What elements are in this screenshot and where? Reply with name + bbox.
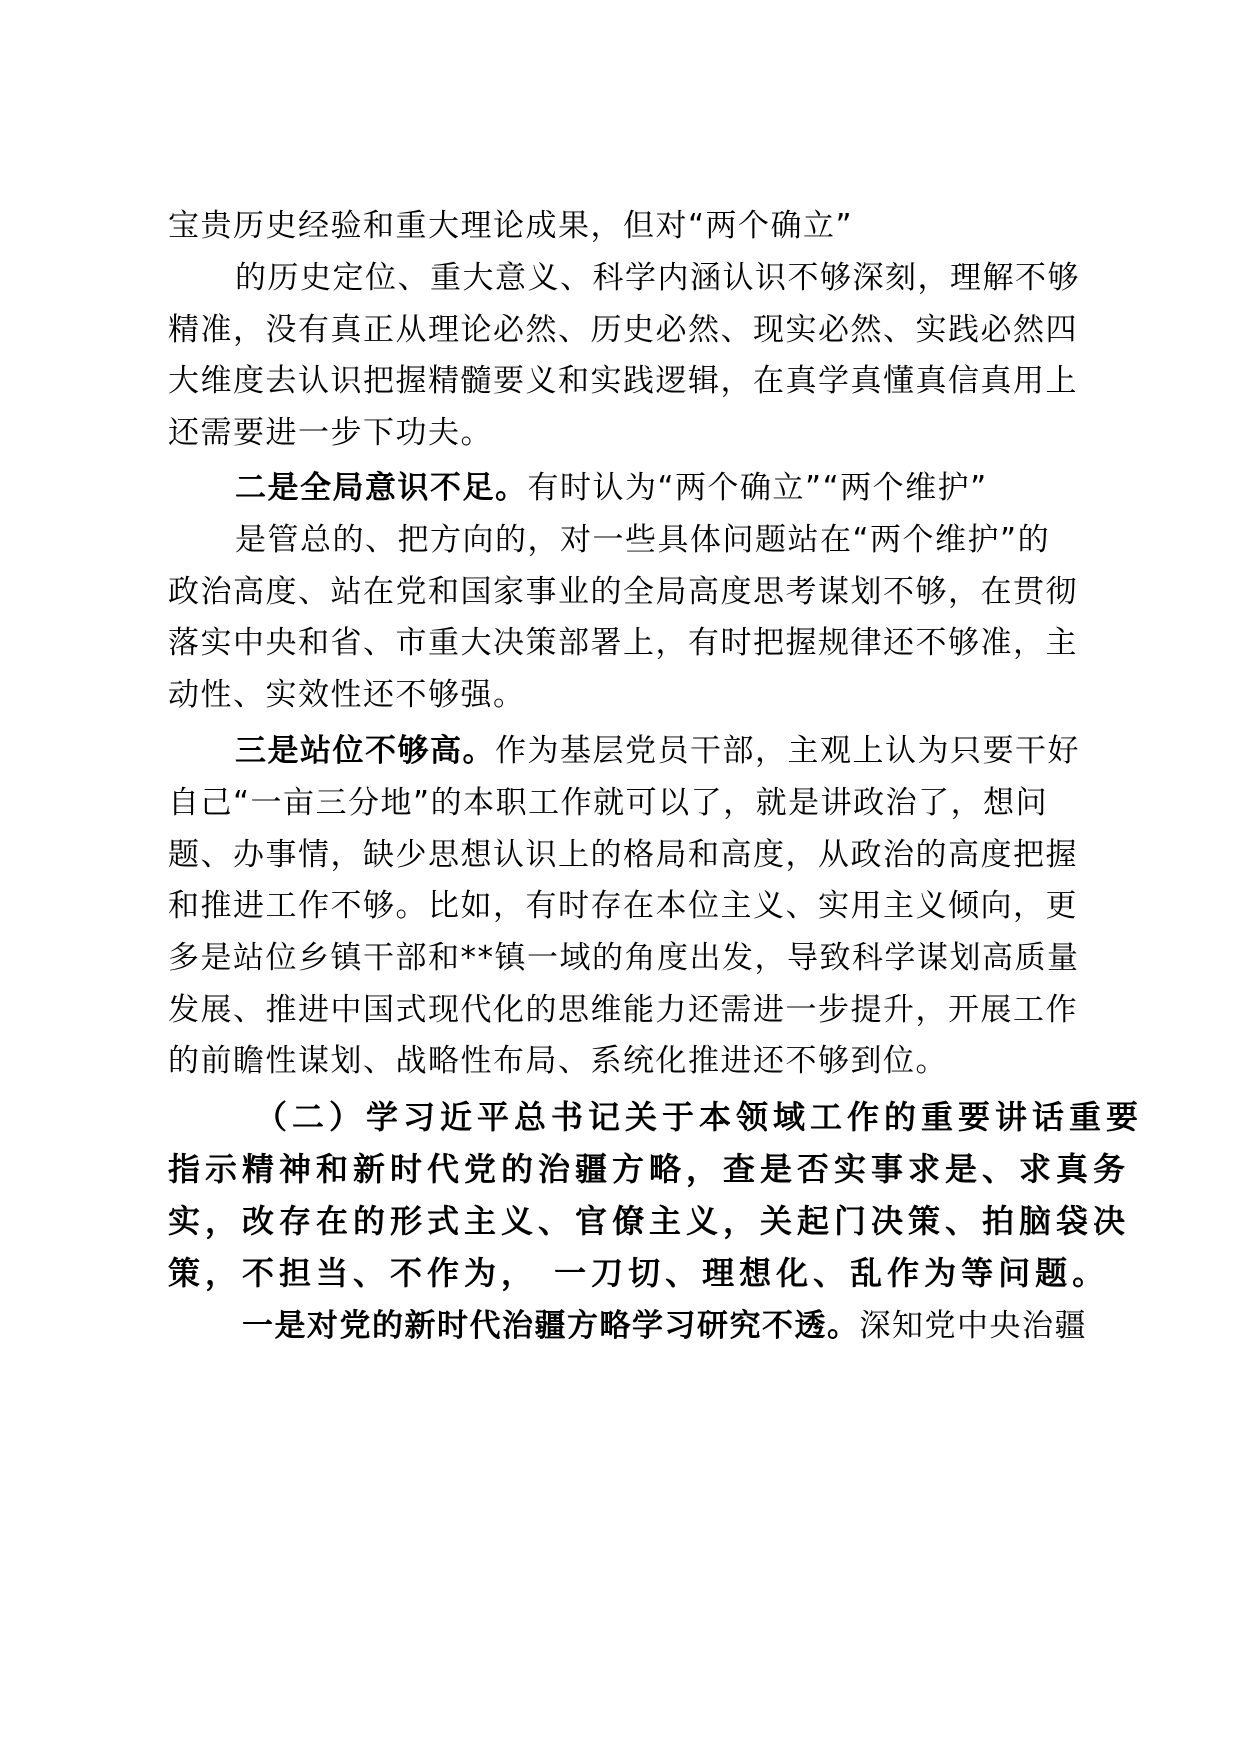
line-text: 的历史定位、重大意义、科学内涵认识不够深刻，理解不够 xyxy=(235,260,1080,296)
line-text: 动性、实效性还不够强。 xyxy=(168,677,526,713)
section-heading-line-3 xyxy=(168,1201,1131,1241)
paragraph-line-13 xyxy=(168,835,1088,875)
paragraph-line-3 xyxy=(168,310,1088,350)
line-text: 发展、推进中国式现代化的思维能力还需进一步提升，开展工作 xyxy=(168,992,1078,1028)
section-heading-text: 策，不担当、不作为， 一刀切、理想化、乱作为等问题。 xyxy=(168,1254,1110,1292)
section-heading-line-1 xyxy=(255,1097,1175,1137)
paragraph-line-22 xyxy=(242,1306,1162,1346)
line-text: 深知党中央治疆 xyxy=(859,1308,1087,1344)
paragraph-line-8 xyxy=(168,572,1088,612)
line-text: 政治高度、站在党和国家事业的全局高度思考谋划不够，在贯彻 xyxy=(168,574,1078,610)
section-heading-text: 实，改存在的形式主义、官僚主义，关起门决策、拍脑袋决 xyxy=(168,1202,1131,1240)
line-text: 是管总的、把方向的，对一些具体问题站在“两个维护”的 xyxy=(235,522,1051,558)
paragraph-line-17 xyxy=(168,1041,1088,1081)
line-text: 有时认为“两个确立”“两个维护” xyxy=(527,470,988,506)
point-heading: 二是全局意识不足。 xyxy=(235,470,528,506)
paragraph-line-11 xyxy=(235,731,1155,771)
line-text: 的前瞻性谋划、战略性布局、系统化推进还不够到位。 xyxy=(168,1043,948,1079)
paragraph-line-7 xyxy=(235,520,1155,560)
section-heading-line-4 xyxy=(168,1253,1110,1293)
section-heading-line-2 xyxy=(168,1149,1131,1189)
line-text: 多是站位乡镇干部和**镇一域的角度出发，导致科学谋划高质量 xyxy=(168,940,1080,976)
paragraph-line-14 xyxy=(168,886,1088,926)
paragraph-line-12 xyxy=(168,783,1088,823)
paragraph-line-15 xyxy=(168,938,1088,978)
line-text: 大维度去认识把握精髓要义和实践逻辑，在真学真懂真信真用上 xyxy=(168,363,1078,399)
section-heading-text: （二）学习近平总书记关于本领域工作的重要讲话重要 xyxy=(255,1098,1144,1136)
line-text: 精准，没有真正从理论必然、历史必然、现实必然、实践必然四 xyxy=(168,312,1078,348)
paragraph-line-6 xyxy=(235,468,1155,508)
paragraph-line-4 xyxy=(168,361,1088,401)
point-heading: 一是对党的新时代治疆方略学习研究不透。 xyxy=(242,1308,860,1344)
paragraph-line-1 xyxy=(168,206,1088,246)
line-text: 和推进工作不够。比如，有时存在本位主义、实用主义倾向，更 xyxy=(168,888,1078,924)
line-text: 题、办事情，缺少思想认识上的格局和高度，从政治的高度把握 xyxy=(168,837,1078,873)
line-text: 自己“一亩三分地”的本职工作就可以了，就是讲政治了，想问 xyxy=(168,785,1049,821)
paragraph-line-5 xyxy=(168,413,1088,453)
line-text: 作为基层党员干部，主观上认为只要干好 xyxy=(495,733,1080,769)
line-text: 还需要进一步下功夫。 xyxy=(168,415,493,451)
paragraph-line-2 xyxy=(235,258,1155,298)
paragraph-line-16 xyxy=(168,990,1088,1030)
paragraph-line-10 xyxy=(168,675,1088,715)
section-heading-text: 指示精神和新时代党的治疆方略，查是否实事求是、求真务 xyxy=(168,1150,1131,1188)
line-text: 宝贵历史经验和重大理论成果，但对“两个确立” xyxy=(168,208,854,244)
line-text: 落实中央和省、市重大决策部署上，有时把握规律还不够准，主 xyxy=(168,625,1078,661)
point-heading: 三是站位不够高。 xyxy=(235,733,495,769)
paragraph-line-9 xyxy=(168,623,1088,663)
